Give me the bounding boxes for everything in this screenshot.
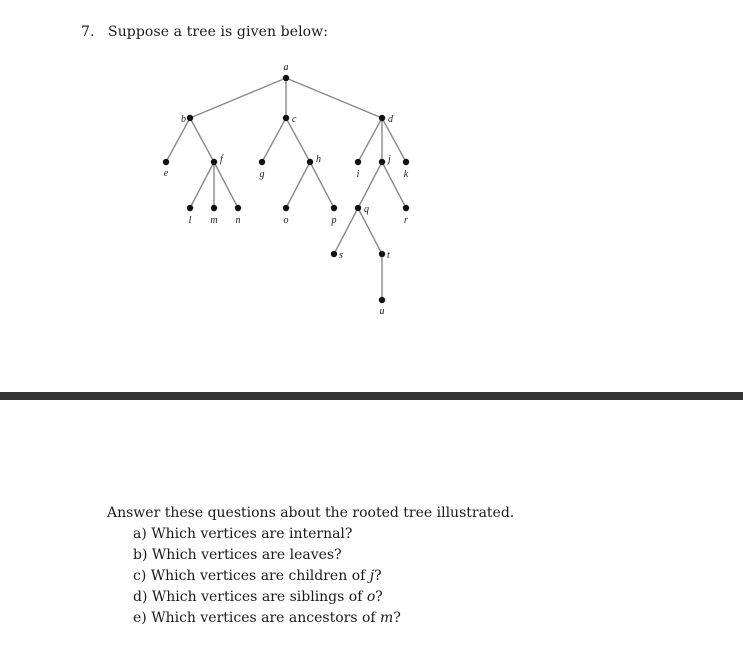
vertex-u xyxy=(379,297,385,303)
vertex-s xyxy=(331,251,337,257)
vertex-label-d: d xyxy=(388,114,393,125)
vertex-f xyxy=(211,159,217,165)
vertex-label-l: l xyxy=(188,215,192,226)
vertex-q xyxy=(355,205,361,211)
question-text: Suppose a tree is given below: xyxy=(108,24,329,40)
edge-c-h xyxy=(286,118,310,162)
vertex-label-a: a xyxy=(283,62,289,73)
vertex-c xyxy=(283,115,289,121)
edge-d-k xyxy=(382,118,406,162)
vertex-label-h: h xyxy=(316,154,321,165)
edge-d-i xyxy=(358,118,382,162)
question-item-b: b) Which vertices are leaves? xyxy=(133,547,342,563)
vertex-p xyxy=(331,205,337,211)
vertex-label-r: r xyxy=(404,215,408,226)
question-item-e: e) Which vertices are ancestors of m? xyxy=(133,610,401,626)
vertex-label-f: f xyxy=(220,154,223,165)
question-item-d: d) Which vertices are siblings of o? xyxy=(133,589,383,605)
vertex-a xyxy=(283,75,289,81)
edge-a-b xyxy=(190,78,286,118)
vertex-label-u: u xyxy=(379,306,385,317)
vertex-k xyxy=(403,159,409,165)
vertex-label-c: c xyxy=(292,114,297,125)
question-vertex-o: o xyxy=(366,589,376,605)
question-item-c: c) Which vertices are children of j? xyxy=(133,568,382,584)
vertex-m xyxy=(211,205,217,211)
edge-b-f xyxy=(190,118,214,162)
vertex-label-j: j xyxy=(388,154,391,165)
edge-q-s xyxy=(334,208,358,254)
edge-a-d xyxy=(286,78,382,118)
edge-h-o xyxy=(286,162,310,208)
question-number: 7. xyxy=(81,24,95,40)
vertex-label-q: q xyxy=(364,204,369,215)
edge-f-l xyxy=(190,162,214,208)
vertex-label-p: p xyxy=(331,215,337,226)
vertex-label-b: b xyxy=(181,114,186,125)
vertex-i xyxy=(355,159,361,165)
question-vertex-j: j xyxy=(369,568,375,584)
section-divider xyxy=(0,392,743,400)
vertex-e xyxy=(163,159,169,165)
edge-j-q xyxy=(358,162,382,208)
edge-q-t xyxy=(358,208,382,254)
questions-list xyxy=(107,524,514,629)
tree-edges xyxy=(163,78,406,300)
vertex-h xyxy=(307,159,313,165)
vertex-label-i: i xyxy=(356,169,360,180)
vertex-b xyxy=(187,115,193,121)
edge-j-r xyxy=(382,162,406,208)
vertex-o xyxy=(283,205,289,211)
vertex-label-s: s xyxy=(339,250,343,261)
vertex-label-g: g xyxy=(259,169,265,180)
vertex-label-k: k xyxy=(403,169,409,180)
vertex-label-o: o xyxy=(283,215,289,226)
vertex-d xyxy=(379,115,385,121)
edge-f-n xyxy=(214,162,238,208)
edge-c-g xyxy=(262,118,286,162)
vertex-t xyxy=(379,251,385,257)
edge-h-p xyxy=(310,162,334,208)
question-item-a: a) Which vertices are internal? xyxy=(133,526,353,542)
vertex-n xyxy=(235,205,241,211)
question-vertex-m: m xyxy=(380,610,394,626)
vertex-j xyxy=(379,159,385,165)
vertex-r xyxy=(403,205,409,211)
vertex-l xyxy=(187,205,193,211)
questions-intro: Answer these questions about the rooted tree illustrated. xyxy=(107,505,515,521)
vertex-label-t: t xyxy=(387,250,390,261)
questions-block xyxy=(107,503,514,629)
edge-b-e xyxy=(166,118,190,162)
vertex-label-m: m xyxy=(210,215,218,226)
vertex-label-n: n xyxy=(235,215,241,226)
vertex-label-e: e xyxy=(163,168,169,179)
vertex-g xyxy=(259,159,265,165)
